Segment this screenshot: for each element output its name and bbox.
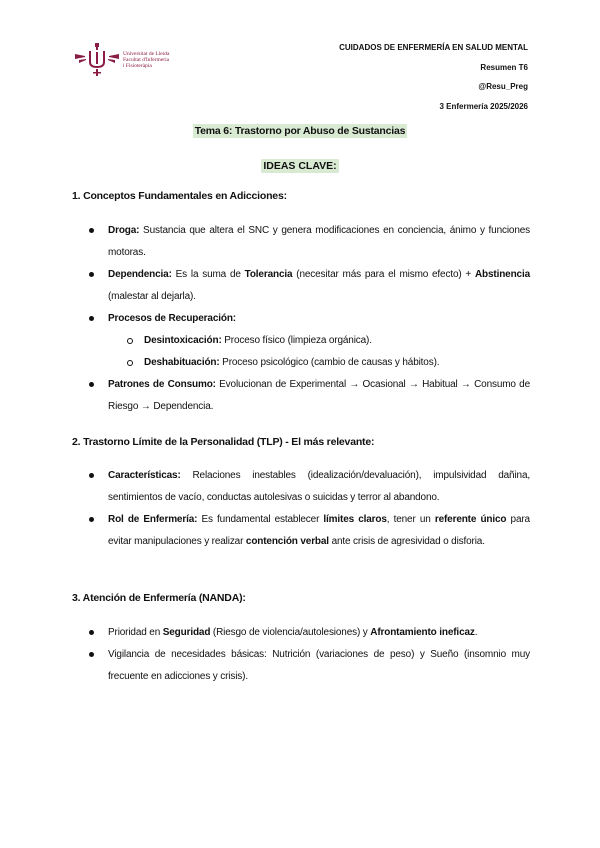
procesos-sublist — [108, 330, 530, 374]
text-dependencia-1: Es la suma de — [171, 269, 245, 280]
sublist-item-desintoxicacion — [108, 330, 530, 352]
text-prioridad-1: Prioridad en — [108, 627, 163, 638]
text-deshabituacion: Proceso psicológico (cambio de causas y hábitos). — [219, 357, 440, 368]
term-afrontamiento: Afrontamiento ineficaz — [370, 627, 475, 638]
term-patrones: Patrones de Consumo: — [108, 379, 216, 390]
term-droga: Droga: — [108, 225, 140, 236]
term-caracteristicas: Características: — [108, 470, 181, 481]
term-abstinencia: Abstinencia — [474, 269, 530, 280]
key-ideas-title: IDEAS CLAVE: — [263, 160, 337, 172]
text-rol-1: Es fundamental establecer — [197, 514, 324, 525]
logo-line-3: i Fisioteràpia — [123, 63, 152, 69]
section-3-heading: 3. Atención de Enfermería (NANDA): — [72, 592, 246, 604]
logo-line-2: Facultat d'Infermeria — [123, 57, 170, 63]
text-dependencia-2: (necesitar más para el mismo efecto) + — [292, 269, 475, 280]
term-procesos: Procesos de Recuperación: — [108, 313, 236, 324]
term-contencion-verbal: contención verbal — [245, 536, 329, 547]
topic-title: Tema 6: Trastorno por Abuso de Sustancias — [194, 125, 406, 137]
list-item-procesos — [88, 308, 530, 374]
term-tolerancia: Tolerancia — [244, 269, 293, 280]
text-prioridad-2: (Riesgo de violencia/autolesiones) y — [210, 627, 371, 638]
term-referente-unico: referente único — [434, 514, 507, 525]
university-name — [123, 51, 169, 69]
section-1-list — [88, 220, 530, 418]
section-2-heading: 2. Trastorno Límite de la Personalidad (TLP) - El más relevante: — [72, 436, 375, 448]
list-item-caracteristicas — [88, 465, 530, 509]
list-item-patrones — [88, 374, 530, 418]
academic-year: 3 Enfermería 2025/2026 — [439, 101, 528, 111]
summary-label: Resumen T6 — [480, 62, 528, 72]
text-vigilancia: Vigilancia de necesidades básicas: Nutrición (variaciones de peso) y Sueño (insomnio muy frecuente en adicciones y crisis). — [108, 649, 530, 682]
text-dependencia-3: (malestar al dejarla). — [108, 291, 196, 302]
text-caracteristicas: Relaciones inestables (idealización/devaluación), impulsividad dañina, sentimientos de vacío, conductas autolesivas o suicidas y terror al abandono. — [108, 470, 530, 503]
text-patrones: Evolucionan de Experimental → Ocasional → Habitual → Consumo de Riesgo → Dependencia. — [108, 379, 530, 412]
section-3-list — [88, 622, 530, 688]
author-handle: @Resu_Preg — [478, 82, 528, 91]
section-1-heading: 1. Conceptos Fundamentales en Adicciones: — [72, 190, 287, 202]
list-item-dependencia — [88, 264, 530, 308]
logo-line-1: Universitat de Lleida — [123, 51, 170, 57]
document-header — [339, 38, 528, 116]
term-rol-enfermeria: Rol de Enfermería: — [108, 514, 198, 525]
list-item-vigilancia — [88, 644, 530, 688]
term-seguridad: Seguridad — [162, 627, 211, 638]
sublist-item-deshabituacion — [108, 352, 530, 374]
text-prioridad-3: . — [474, 627, 478, 638]
term-dependencia: Dependencia: — [108, 269, 172, 280]
course-name: CUIDADOS DE ENFERMERÍA EN SALUD MENTAL — [339, 43, 528, 52]
section-2-list — [88, 465, 530, 553]
university-logo — [75, 42, 169, 78]
text-droga: Sustancia que altera el SNC y genera modificaciones en conciencia, ánimo y funciones motoras. — [108, 225, 530, 258]
text-desintoxicacion: Proceso físico (limpieza orgánica). — [221, 335, 372, 346]
text-rol-3: para evitar manipulaciones y realizar — [108, 514, 530, 547]
text-rol-2: , tener un — [386, 514, 435, 525]
term-limites-claros: límites claros — [323, 514, 387, 525]
university-emblem-icon — [75, 42, 119, 78]
term-desintoxicacion: Desintoxicación: — [144, 335, 222, 346]
term-deshabituacion: Deshabituación: — [144, 357, 220, 368]
list-item-rol-enfermeria — [88, 509, 530, 553]
list-item-prioridad — [88, 622, 530, 644]
list-item-droga — [88, 220, 530, 264]
text-rol-4: ante crisis de agresividad o disforia. — [328, 536, 485, 547]
